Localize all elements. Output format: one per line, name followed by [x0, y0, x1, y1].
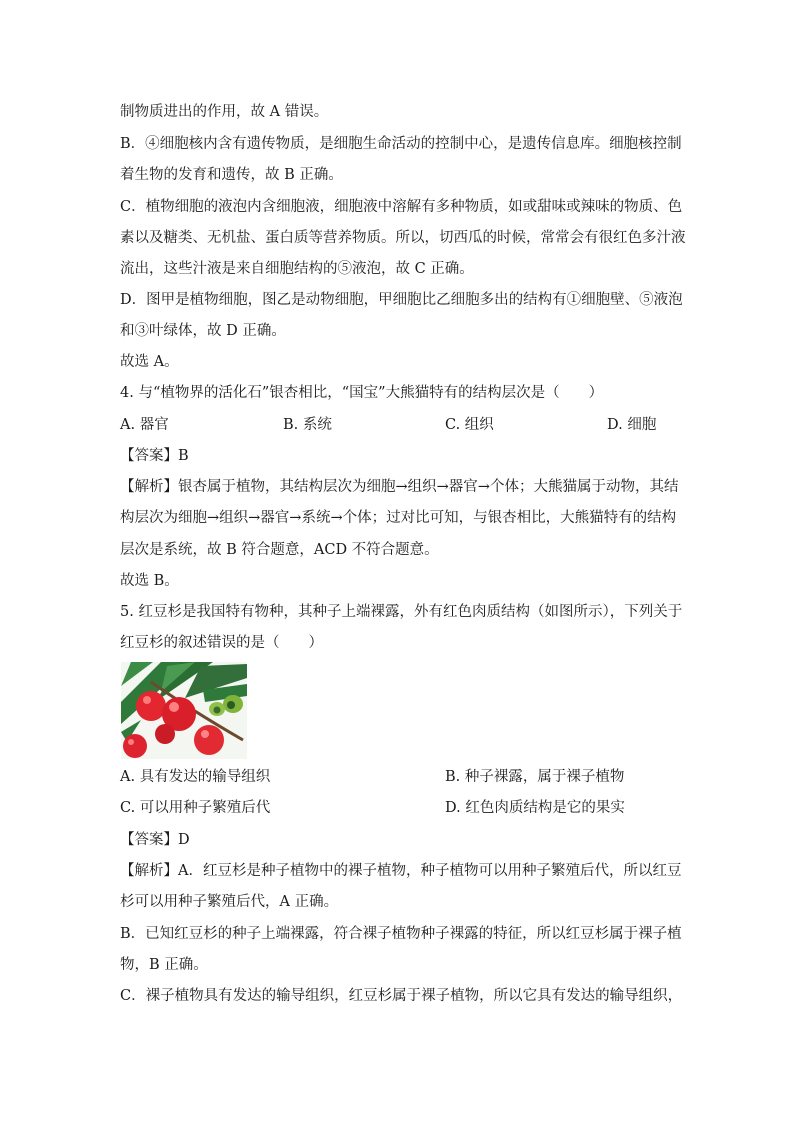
yew-berry-illustration [121, 662, 247, 759]
question-5-answer: 【答案】D [120, 832, 190, 848]
text-line: 流出，这些汁液是来自细胞结构的⑤液泡，故 C 正确。 [120, 261, 474, 277]
question-5-explanation: C．裸子植物具有发达的输导组织，红豆杉属于裸子植物，所以它具有发达的输导组织， [120, 988, 683, 1004]
choose-line: 故选 B。 [120, 573, 179, 589]
text-line: 着生物的发育和遗传，故 B 正确。 [120, 167, 343, 183]
question-4-stem: 4. 与“植物界的活化石”银杏相比，“国宝”大熊猫特有的结构层次是（ ） [120, 385, 604, 401]
question-5-explanation: 物，B 正确。 [120, 957, 208, 973]
question-5-stem: 红豆杉的叙述错误的是（ ） [120, 635, 323, 651]
question-5-explanation: B．已知红豆杉的种子上端裸露，符合裸子植物种子裸露的特征，所以红豆杉属于裸子植 [120, 926, 682, 942]
text-line: D．图甲是植物细胞，图乙是动物细胞，甲细胞比乙细胞多出的结构有①细胞壁、⑤液泡 [120, 292, 683, 308]
question-4-explanation: 层次是系统，故 B 符合题意，ACD 不符合题意。 [120, 542, 439, 558]
text-line: C．植物细胞的液泡内含细胞液，细胞液中溶解有多种物质，如或甜味或辣味的物质、色 [120, 199, 683, 215]
yew-berry-photo [121, 662, 247, 759]
question-4-explanation: 【解析】银杏属于植物，其结构层次为细胞→组织→器官→个体；大熊猫属于动物，其结 [120, 479, 679, 495]
question-4-explanation: 构层次为细胞→组织→器官→系统→个体；过对比可知，与银杏相比，大熊猫特有的结构 [120, 510, 677, 526]
question-5-explanation: 杉可以用种子繁殖后代，A 正确。 [120, 894, 339, 910]
question-4-option-d: D. 细胞 [607, 417, 657, 433]
text-line: 制物质进出的作用，故 A 错误。 [120, 104, 329, 120]
question-5-explanation: 【解析】A．红豆杉是种子植物中的裸子植物，种子植物可以用种子繁殖后代，所以红豆 [120, 863, 682, 879]
question-5-option-b: B. 种子裸露，属于裸子植物 [445, 769, 625, 785]
question-5-option-a: A. 具有发达的输导组织 [120, 769, 271, 785]
question-5-option-d: D. 红色肉质结构是它的果实 [445, 800, 625, 816]
question-4-answer: 【答案】B [120, 448, 189, 464]
question-4-option-c: C. 组织 [445, 417, 494, 433]
text-line: 和③叶绿体，故 D 正确。 [120, 323, 286, 339]
text-line: B．④细胞核内含有遗传物质，是细胞生命活动的控制中心，是遗传信息库。细胞核控制 [120, 136, 682, 152]
question-5-option-c: C. 可以用种子繁殖后代 [120, 800, 271, 816]
text-line: 素以及糖类、无机盐、蛋白质等营养物质。所以，切西瓜的时候，常常会有很红色多汁液 [120, 230, 686, 246]
choose-line: 故选 A。 [120, 354, 179, 370]
question-4-option-a: A. 器官 [120, 417, 169, 433]
question-5-stem: 5. 红豆杉是我国特有物种，其种子上端裸露，外有红色肉质结构（如图所示），下列关于 [120, 604, 683, 620]
question-4-option-b: B. 系统 [283, 417, 332, 433]
